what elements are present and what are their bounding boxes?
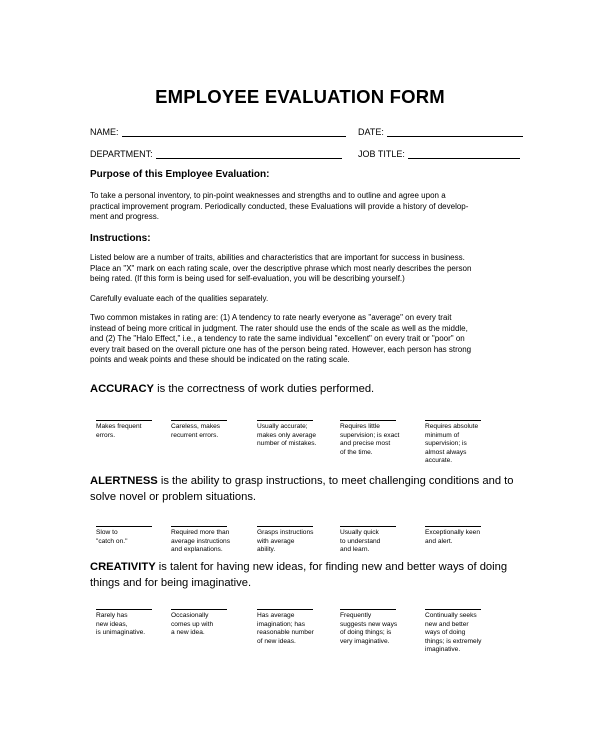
rating-option[interactable]	[425, 526, 481, 546]
purpose-line: To take a personal inventory, to pin-point weaknesses and strengths and to outline and agree upon a	[90, 191, 446, 200]
purpose-heading: Purpose of this Employee Evaluation:	[90, 169, 270, 180]
rating-option-text: Frequently suggests new ways of doing things; is very imaginative.	[340, 612, 398, 645]
instructions-line: and (2) The "Halo Effect," i.e., a tendency to rate the same individual "excellent" on every trait or "poor" on	[90, 334, 465, 343]
rating-mark-line[interactable]	[96, 420, 152, 421]
instructions-line: being rated. (If this form is being used for self-evaluation, you will be describing yourself.)	[90, 274, 405, 283]
rating-option-text: Requires little supervision; is exact and precise most of the time.	[340, 423, 400, 456]
rating-option[interactable]	[425, 609, 481, 655]
trait-name: ALERTNESS	[90, 475, 158, 487]
instructions-paragraph-1	[90, 253, 530, 285]
rating-option[interactable]	[257, 526, 313, 555]
rating-option[interactable]	[96, 420, 152, 440]
instructions-line: Carefully evaluate each of the qualities separately.	[90, 294, 269, 303]
purpose-paragraph	[90, 191, 530, 223]
rating-option[interactable]	[257, 420, 316, 449]
rating-mark-line[interactable]	[257, 526, 313, 527]
trait-name: CREATIVITY	[90, 561, 156, 573]
trait-name: ACCURACY	[90, 383, 155, 395]
instructions-line: Place an "X" mark on each rating scale, over the descriptive phrase which most nearly describes the person	[90, 263, 472, 273]
instructions-line: every trait based on the overall picture one has of the person being rated. However, each person has strong	[90, 344, 472, 354]
rating-option-text: Rarely has new ideas, is unimaginative.	[96, 612, 146, 637]
rating-option-text: Careless, makes recurrent errors.	[171, 423, 221, 439]
purpose-line: ment and progress.	[90, 212, 159, 221]
department-label: DEPARTMENT:	[90, 149, 153, 159]
date-label: DATE:	[358, 127, 384, 137]
rating-option[interactable]	[425, 420, 481, 466]
purpose-line: practical improvement program. Periodically conducted, these Evaluations will provide a history of develop-	[90, 201, 469, 211]
instructions-line: Two common mistakes in rating are: (1) A tendency to rate nearly everyone as "average" on every trait	[90, 313, 452, 322]
job-title-input-line[interactable]	[408, 149, 520, 159]
instructions-line: points and weak points and these should be indicated on the rating scale.	[90, 355, 350, 364]
instructions-line: instead of being more critical in judgment. The rater should use the ends of the scale as well as the middle,	[90, 323, 468, 333]
rating-option-text: Makes frequent errors.	[96, 423, 142, 439]
rating-option-text: Has average imagination; has reasonable number of new ideas.	[257, 612, 314, 645]
instructions-paragraph-3	[90, 313, 530, 366]
rating-option[interactable]	[340, 609, 397, 646]
rating-mark-line[interactable]	[171, 526, 227, 527]
instructions-paragraph-2	[90, 294, 530, 305]
rating-option[interactable]	[257, 609, 314, 646]
instructions-heading: Instructions:	[90, 233, 151, 244]
rating-option-text: Usually quick to understand and learn.	[340, 529, 381, 554]
rating-mark-line[interactable]	[171, 609, 227, 610]
rating-option-text: Continually seeks new and better ways of doing things; is extremely imaginative.	[425, 612, 482, 654]
rating-mark-line[interactable]	[425, 420, 481, 421]
rating-mark-line[interactable]	[96, 609, 152, 610]
rating-option-text: Required more than average instructions and explanations.	[171, 529, 231, 554]
rating-option-text: Exceptionally keen and alert.	[425, 529, 480, 545]
job-title-label: JOB TITLE:	[358, 149, 405, 159]
rating-option[interactable]	[340, 420, 399, 457]
alertness-trait	[90, 474, 530, 505]
rating-option[interactable]	[171, 526, 230, 555]
name-label: NAME:	[90, 127, 119, 137]
rating-mark-line[interactable]	[425, 526, 481, 527]
trait-description: is the correctness of work duties performed.	[154, 383, 375, 395]
creativity-trait	[90, 560, 530, 591]
rating-option-text: Grasps instructions with average ability.	[257, 529, 314, 554]
trait-description: is talent for having new ideas, for finding new and better ways of doing things and for being imaginative.	[90, 561, 508, 589]
rating-mark-line[interactable]	[257, 609, 313, 610]
department-input-line[interactable]	[156, 149, 342, 159]
rating-option-text: Occasionally comes up with a new idea.	[171, 612, 214, 637]
rating-mark-line[interactable]	[340, 526, 396, 527]
rating-option-text: Slow to "catch on."	[96, 529, 128, 545]
rating-mark-line[interactable]	[257, 420, 313, 421]
rating-mark-line[interactable]	[340, 609, 396, 610]
rating-option-text: Requires absolute minimum of supervision; is almost always accurate.	[425, 423, 479, 465]
accuracy-trait	[90, 382, 530, 398]
rating-mark-line[interactable]	[425, 609, 481, 610]
rating-mark-line[interactable]	[96, 526, 152, 527]
rating-option[interactable]	[340, 526, 396, 555]
rating-option[interactable]	[171, 420, 227, 440]
form-title: EMPLOYEE EVALUATION FORM	[155, 86, 445, 107]
instructions-line: Listed below are a number of traits, abilities and characteristics that are important for success in business.	[90, 253, 465, 262]
rating-option[interactable]	[171, 609, 227, 638]
rating-option[interactable]	[96, 609, 152, 638]
department-field[interactable]	[90, 149, 342, 159]
name-field[interactable]	[90, 127, 346, 137]
date-input-line[interactable]	[387, 127, 523, 137]
job-title-field[interactable]	[358, 149, 520, 159]
rating-mark-line[interactable]	[340, 420, 396, 421]
rating-option[interactable]	[96, 526, 152, 546]
rating-mark-line[interactable]	[171, 420, 227, 421]
trait-description: is the ability to grasp instructions, to meet challenging conditions and to solve novel or problem situations.	[90, 475, 514, 503]
date-field[interactable]	[358, 127, 523, 137]
name-input-line[interactable]	[122, 127, 346, 137]
rating-option-text: Usually accurate; makes only average number of mistakes.	[257, 423, 317, 448]
